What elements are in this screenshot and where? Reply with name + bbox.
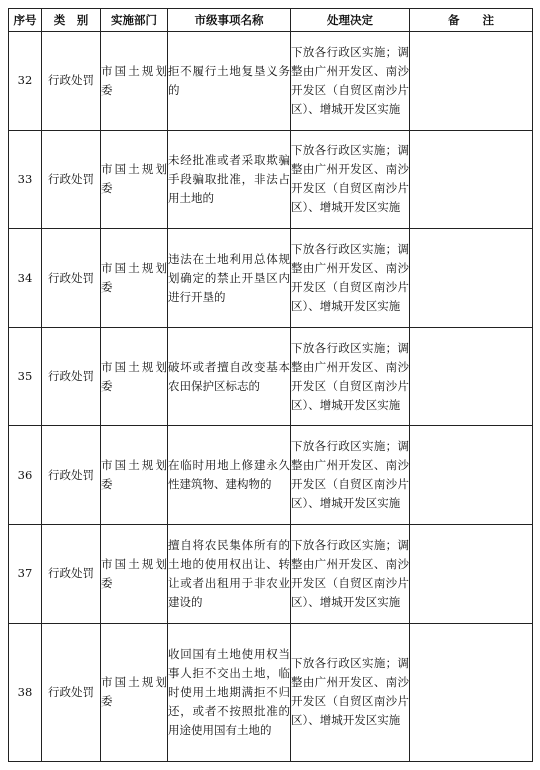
table-row	[9, 130, 533, 229]
row-item: 破坏或者擅自改变基本农田保护区标志的	[168, 327, 291, 426]
row-dept: 市国土规划委	[101, 32, 168, 131]
matters-table	[8, 8, 533, 762]
row-dept: 市国土规划委	[101, 229, 168, 328]
row-item: 收回国有土地使用权当事人拒不交出土地，临时使用土地期满拒不归还，或者不按照批准的用途使用国有土地的	[168, 623, 291, 761]
row-category: 行政处罚	[42, 327, 101, 426]
row-item: 违法在土地利用总体规划确定的禁止开垦区内进行开垦的	[168, 229, 291, 328]
table-header-row	[9, 9, 533, 32]
row-index: 36	[9, 426, 42, 525]
table-row	[9, 623, 533, 761]
table-row	[9, 426, 533, 525]
row-index: 37	[9, 525, 42, 624]
header-decision: 处理决定	[291, 9, 410, 32]
row-category: 行政处罚	[42, 229, 101, 328]
row-item: 擅自将农民集体所有的土地的使用权出让、转让或者出租用于非农业建设的	[168, 525, 291, 624]
row-decision: 下放各行政区实施；调整由广州开发区、南沙开发区（自贸区南沙片区）、增城开发区实施	[291, 426, 410, 525]
row-note	[410, 130, 533, 229]
table-row	[9, 229, 533, 328]
row-item: 在临时用地上修建永久性建筑物、建构物的	[168, 426, 291, 525]
table-row	[9, 327, 533, 426]
row-index: 32	[9, 32, 42, 131]
row-index: 33	[9, 130, 42, 229]
row-note	[410, 525, 533, 624]
row-dept: 市国土规划委	[101, 525, 168, 624]
row-note	[410, 32, 533, 131]
row-note	[410, 229, 533, 328]
row-dept: 市国土规划委	[101, 426, 168, 525]
header-item: 市级事项名称	[168, 9, 291, 32]
row-index: 34	[9, 229, 42, 328]
row-decision: 下放各行政区实施；调整由广州开发区、南沙开发区（自贸区南沙片区）、增城开发区实施	[291, 623, 410, 761]
table-row	[9, 32, 533, 131]
row-dept: 市国土规划委	[101, 327, 168, 426]
header-category: 类 别	[42, 9, 101, 32]
row-note	[410, 327, 533, 426]
row-decision: 下放各行政区实施；调整由广州开发区、南沙开发区（自贸区南沙片区）、增城开发区实施	[291, 525, 410, 624]
row-item: 未经批准或者采取欺骗手段骗取批准，非法占用土地的	[168, 130, 291, 229]
table-row	[9, 525, 533, 624]
header-idx: 序号	[9, 9, 42, 32]
row-note	[410, 426, 533, 525]
row-item: 拒不履行土地复垦义务的	[168, 32, 291, 131]
row-dept: 市国土规划委	[101, 130, 168, 229]
row-category: 行政处罚	[42, 130, 101, 229]
row-index: 38	[9, 623, 42, 761]
row-decision: 下放各行政区实施；调整由广州开发区、南沙开发区（自贸区南沙片区）、增城开发区实施	[291, 327, 410, 426]
row-note	[410, 623, 533, 761]
row-index: 35	[9, 327, 42, 426]
row-dept: 市国土规划委	[101, 623, 168, 761]
row-category: 行政处罚	[42, 623, 101, 761]
row-decision: 下放各行政区实施；调整由广州开发区、南沙开发区（自贸区南沙片区）、增城开发区实施	[291, 32, 410, 131]
row-decision: 下放各行政区实施；调整由广州开发区、南沙开发区（自贸区南沙片区）、增城开发区实施	[291, 130, 410, 229]
row-category: 行政处罚	[42, 426, 101, 525]
row-category: 行政处罚	[42, 32, 101, 131]
header-dept: 实施部门	[101, 9, 168, 32]
row-category: 行政处罚	[42, 525, 101, 624]
header-note: 备 注	[410, 9, 533, 32]
row-decision: 下放各行政区实施；调整由广州开发区、南沙开发区（自贸区南沙片区）、增城开发区实施	[291, 229, 410, 328]
